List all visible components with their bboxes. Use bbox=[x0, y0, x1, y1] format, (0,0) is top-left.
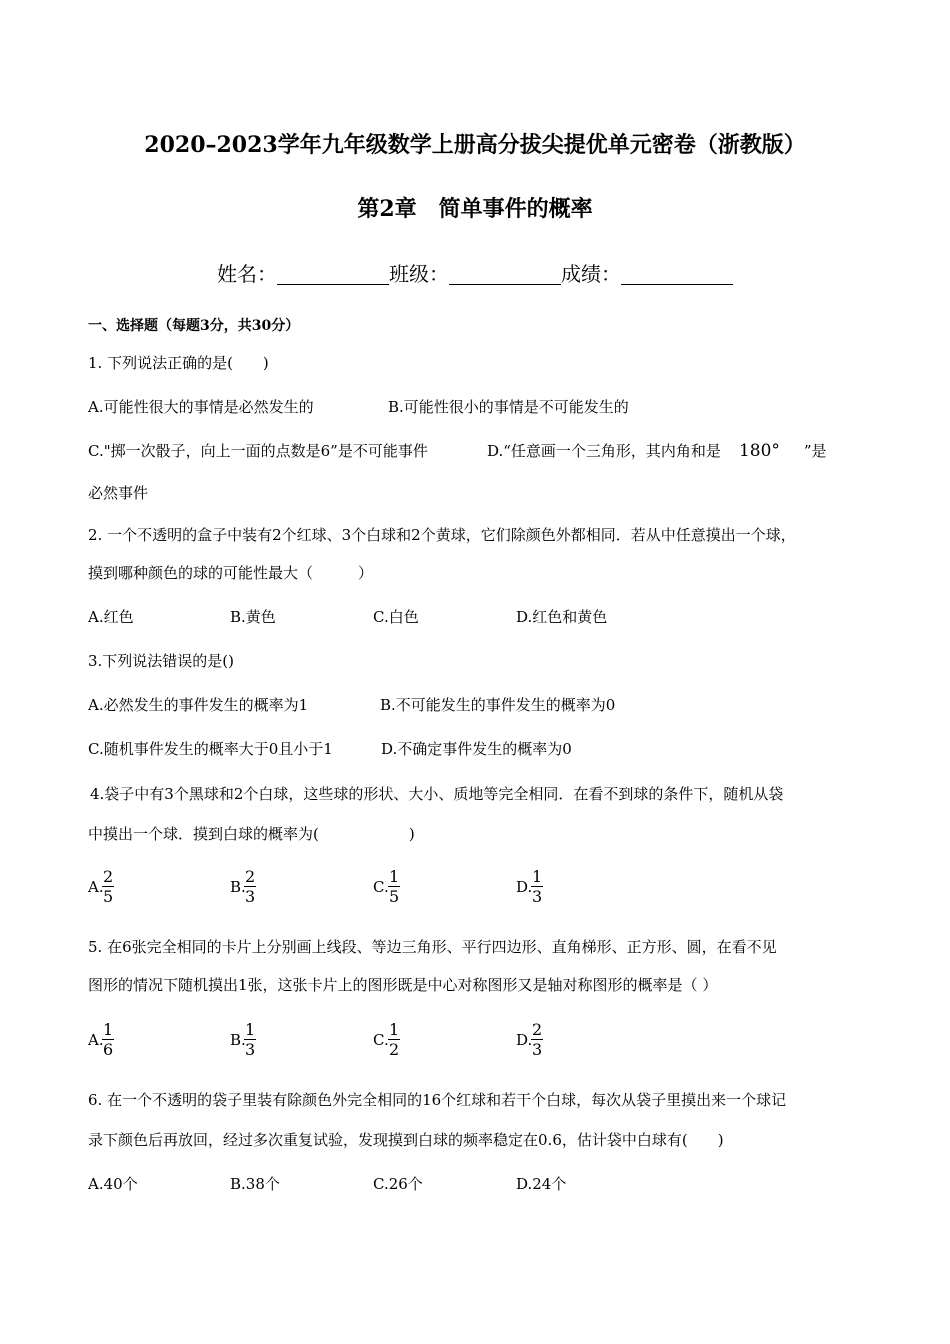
q6-option-a: A.40个 bbox=[88, 1175, 138, 1193]
denominator: 3 bbox=[245, 1040, 256, 1059]
student-info bbox=[0, 258, 950, 287]
numerator: 1 bbox=[389, 1020, 400, 1039]
q1-option-d-continued: 必然事件 bbox=[88, 484, 149, 502]
q1-option-d bbox=[487, 440, 827, 461]
q6-stem-line2: 录下颜色后再放回，经过多次重复试验，发现摸到白球的频率稳定在0.6，估计袋中白球有( ) bbox=[88, 1131, 724, 1149]
numerator: 2 bbox=[532, 1020, 543, 1039]
denominator: 3 bbox=[245, 887, 256, 906]
q2-option-a: A.红色 bbox=[88, 608, 134, 626]
class-label: 班级： bbox=[389, 262, 449, 286]
q5-option-b-letter: B. bbox=[230, 1031, 246, 1049]
q2-option-d: D.红色和黄色 bbox=[516, 608, 608, 626]
q5-option-b-fraction bbox=[244, 1020, 256, 1059]
q6-stem-line1: 6. 在一个不透明的袋子里装有除颜色外完全相同的16个红球和若干个白球，每次从袋子里摸出来一个球记 bbox=[88, 1091, 787, 1109]
chapter-title: 第2章 简单事件的概率 bbox=[357, 196, 593, 222]
q4-option-d-fraction bbox=[531, 867, 543, 906]
denominator: 2 bbox=[389, 1040, 400, 1059]
q4-option-a-fraction bbox=[102, 867, 114, 906]
numerator: 2 bbox=[245, 867, 256, 886]
q4-option-d-letter: D. bbox=[516, 878, 533, 896]
q3-stem: 3.下列说法错误的是() bbox=[88, 652, 235, 670]
q6-option-c: C.26个 bbox=[373, 1175, 423, 1193]
denominator: 6 bbox=[103, 1040, 114, 1059]
denominator: 3 bbox=[532, 1040, 543, 1059]
name-label: 姓名： bbox=[217, 262, 277, 286]
name-blank[interactable] bbox=[277, 264, 389, 285]
q2-option-c: C.白色 bbox=[373, 608, 419, 626]
denominator: 5 bbox=[103, 887, 114, 906]
score-label: 成绩： bbox=[561, 262, 621, 286]
q3-option-d: D.不确定事件发生的概率为0 bbox=[381, 740, 572, 758]
q5-option-a-fraction bbox=[102, 1020, 114, 1059]
q1-option-b: B.可能性很小的事情是不可能发生的 bbox=[388, 398, 629, 416]
q5-option-c-letter: C. bbox=[373, 1031, 389, 1049]
q4-option-c-fraction bbox=[388, 867, 400, 906]
q1-option-a: A.可能性很大的事情是必然发生的 bbox=[88, 398, 314, 416]
q3-option-a: A.必然发生的事件发生的概率为1 bbox=[88, 696, 309, 714]
numerator: 1 bbox=[245, 1020, 256, 1039]
q1-option-c: C."掷一次骰子，向上一面的点数是6”是不可能事件 bbox=[88, 442, 428, 460]
document-title: 2020–2023学年九年级数学上册高分拔尖提优单元密卷（浙教版） bbox=[144, 132, 806, 158]
q4-option-c-letter: C. bbox=[373, 878, 389, 896]
q5-option-d-fraction bbox=[531, 1020, 543, 1059]
q6-option-d: D.24个 bbox=[516, 1175, 567, 1193]
q4-option-a-letter: A. bbox=[88, 878, 104, 896]
q6-option-b: B.38个 bbox=[230, 1175, 280, 1193]
q1-option-d-text: D.“任意画一个三角形，其内角和是 bbox=[487, 442, 721, 460]
q5-stem-line2: 图形的情况下随机摸出1张，这张卡片上的图形既是中心对称图形又是轴对称图形的概率是（ ） bbox=[88, 976, 718, 994]
q4-stem-line2: 中摸出一个球．摸到白球的概率为( ) bbox=[88, 825, 415, 843]
q5-option-c-fraction bbox=[388, 1020, 400, 1059]
q1-option-d-angle: 180° bbox=[738, 441, 780, 461]
q4-stem-line1: 4.袋子中有3个黑球和2个白球，这些球的形状、大小、质地等完全相同．在看不到球的条件下，随机从袋 bbox=[90, 785, 784, 803]
denominator: 5 bbox=[389, 887, 400, 906]
q4-option-b-fraction bbox=[244, 867, 256, 906]
q5-option-d-letter: D. bbox=[516, 1031, 533, 1049]
q2-stem-line2: 摸到哪种颜色的球的可能性最大（ ） bbox=[88, 564, 374, 582]
q2-stem-line1: 2. 一个不透明的盒子中装有2个红球、3个白球和2个黄球，它们除颜色外都相同．若从中任意摸出一个球， bbox=[88, 526, 796, 544]
score-blank[interactable] bbox=[621, 264, 733, 285]
class-blank[interactable] bbox=[449, 264, 561, 285]
numerator: 1 bbox=[389, 867, 400, 886]
q3-option-c: C.随机事件发生的概率大于0且小于1 bbox=[88, 740, 333, 758]
numerator: 1 bbox=[103, 1020, 114, 1039]
q3-option-b: B.不可能发生的事件发生的概率为0 bbox=[380, 696, 616, 714]
q2-option-b: B.黄色 bbox=[230, 608, 276, 626]
section-heading: 一、选择题（每题3分，共30分） bbox=[88, 318, 300, 334]
q4-option-b-letter: B. bbox=[230, 878, 246, 896]
numerator: 2 bbox=[103, 867, 114, 886]
q1-option-d-tail: ”是 bbox=[803, 442, 827, 460]
q5-stem-line1: 5. 在6张完全相同的卡片上分别画上线段、等边三角形、平行四边形、直角梯形、正方形、圆，在看不见 bbox=[88, 938, 777, 956]
denominator: 3 bbox=[532, 887, 543, 906]
q1-stem: 1. 下列说法正确的是( ) bbox=[88, 354, 269, 372]
q5-option-a-letter: A. bbox=[88, 1031, 104, 1049]
numerator: 1 bbox=[532, 867, 543, 886]
